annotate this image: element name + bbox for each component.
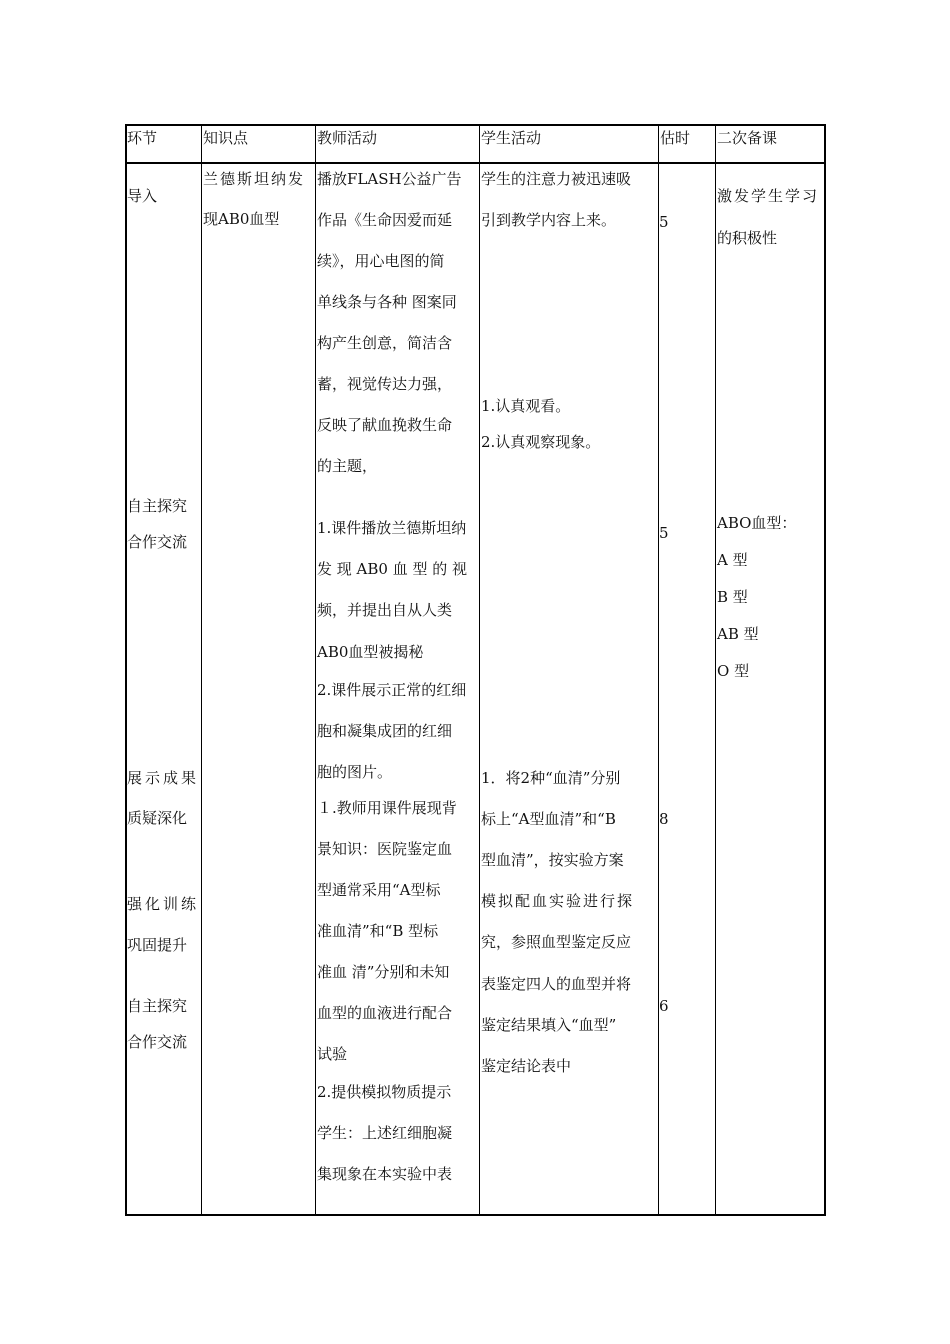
teacher-line: 续》，用心电图的简 bbox=[317, 252, 445, 270]
column-border bbox=[479, 124, 480, 1216]
header-time: 估时 bbox=[660, 129, 691, 147]
teacher-line: 集现象在本实验中表 bbox=[317, 1165, 453, 1183]
column-border bbox=[824, 124, 826, 1216]
stage-explore2-b: 合作交流 bbox=[127, 1033, 188, 1051]
teacher-line: AB0血型被揭秘 bbox=[317, 643, 424, 661]
column-border bbox=[201, 124, 202, 1216]
teacher-line: 的主题， bbox=[317, 457, 378, 475]
stage-intro: 导入 bbox=[127, 187, 158, 205]
teacher-line: 景知识：医院鉴定血 bbox=[317, 840, 453, 858]
table-bottom-border bbox=[125, 1214, 826, 1216]
student-line: 鉴定结果填入“血型” bbox=[481, 1016, 617, 1034]
teacher-line: 1.课件播放兰德斯坦纳 bbox=[317, 519, 467, 537]
student-line: 学生的注意力被迅速吸 bbox=[481, 170, 632, 188]
student-line: 模拟配血实验进行探 bbox=[481, 892, 635, 910]
teacher-line: 2.提供模拟物质提示 bbox=[317, 1083, 452, 1101]
teacher-line: 准血清”和“B 型标 bbox=[317, 922, 439, 940]
teacher-line: 血型的血液进行配合 bbox=[317, 1004, 453, 1022]
column-border bbox=[315, 124, 316, 1216]
header-knowledge: 知识点 bbox=[203, 129, 249, 147]
student-line: 型血清”，按实验方案 bbox=[481, 851, 624, 869]
teacher-line: 构产生创意，简洁含 bbox=[317, 334, 453, 352]
blood-type-item: O 型 bbox=[717, 662, 750, 680]
knowledge-line: 兰德斯坦纳发 bbox=[203, 170, 306, 188]
student-line: 1．将2种“血清”分别 bbox=[481, 769, 621, 787]
knowledge-line: 现AB0血型 bbox=[203, 210, 280, 228]
stage-explore1-a: 自主探究 bbox=[127, 497, 188, 515]
student-line: 标上“A型血清”和“B bbox=[481, 810, 616, 828]
header-teacher-activity: 教师活动 bbox=[317, 129, 378, 147]
teacher-line: 单线条与各种 图案同 bbox=[317, 293, 457, 311]
time-estimate: 5 bbox=[659, 213, 669, 231]
stage-train-b: 巩固提升 bbox=[127, 936, 188, 954]
header-student-activity: 学生活动 bbox=[481, 129, 542, 147]
teacher-line: 准血 清”分别和未知 bbox=[317, 963, 450, 981]
time-estimate: 6 bbox=[659, 997, 669, 1015]
student-line: 1.认真观看。 bbox=[481, 397, 571, 415]
time-estimate: 8 bbox=[659, 810, 669, 828]
header-stage: 环节 bbox=[127, 129, 158, 147]
student-line: 2.认真观察现象。 bbox=[481, 433, 601, 451]
stage-train-a: 强化训练 bbox=[127, 895, 200, 913]
teacher-line: 发 现 AB0 血 型 的 视 bbox=[317, 560, 468, 578]
blood-type-title: ABO血型： bbox=[717, 514, 797, 532]
student-line: 究，参照血型鉴定反应 bbox=[481, 933, 632, 951]
teacher-line: 型通常采用“A型标 bbox=[317, 881, 441, 899]
teacher-line: 学生：上述红细胞凝 bbox=[317, 1124, 453, 1142]
teacher-line: 胞的图片。 bbox=[317, 763, 393, 781]
stage-explore1-b: 合作交流 bbox=[127, 533, 188, 551]
teacher-line: 试验 bbox=[317, 1045, 348, 1063]
student-line: 表鉴定四人的血型并将 bbox=[481, 975, 632, 993]
table-top-border bbox=[125, 124, 826, 126]
column-border bbox=[715, 124, 716, 1216]
teacher-line: 反映了献血挽救生命 bbox=[317, 416, 453, 434]
teacher-line: 播放FLASH公益广告 bbox=[317, 170, 462, 188]
stage-show-b: 质疑深化 bbox=[127, 809, 188, 827]
teacher-line: 频，并提出自从人类 bbox=[317, 601, 453, 619]
teacher-line: 胞和凝集成团的红细 bbox=[317, 722, 453, 740]
table-header-divider bbox=[125, 162, 826, 164]
stage-show-a: 展示成果 bbox=[127, 769, 200, 787]
stage-explore2-a: 自主探究 bbox=[127, 997, 188, 1015]
column-border bbox=[658, 124, 659, 1216]
teacher-line: 2.课件展示正常的红细 bbox=[317, 681, 467, 699]
column-border bbox=[125, 124, 127, 1216]
teacher-line: １.教师用课件展现背 bbox=[317, 799, 457, 817]
time-estimate: 5 bbox=[659, 524, 669, 542]
prep-line: 的积极性 bbox=[717, 229, 778, 247]
header-second-prep: 二次备课 bbox=[717, 129, 778, 147]
prep-line: 激发学生学习 bbox=[717, 187, 820, 205]
blood-type-item: A 型 bbox=[717, 551, 748, 569]
student-line: 鉴定结论表中 bbox=[481, 1057, 572, 1075]
teacher-line: 蓄，视觉传达力强， bbox=[317, 375, 453, 393]
blood-type-item: B 型 bbox=[717, 588, 748, 606]
student-line: 引到教学内容上来。 bbox=[481, 211, 617, 229]
teacher-line: 作品《生命因爱而延 bbox=[317, 211, 453, 229]
blood-type-item: AB 型 bbox=[717, 625, 759, 643]
